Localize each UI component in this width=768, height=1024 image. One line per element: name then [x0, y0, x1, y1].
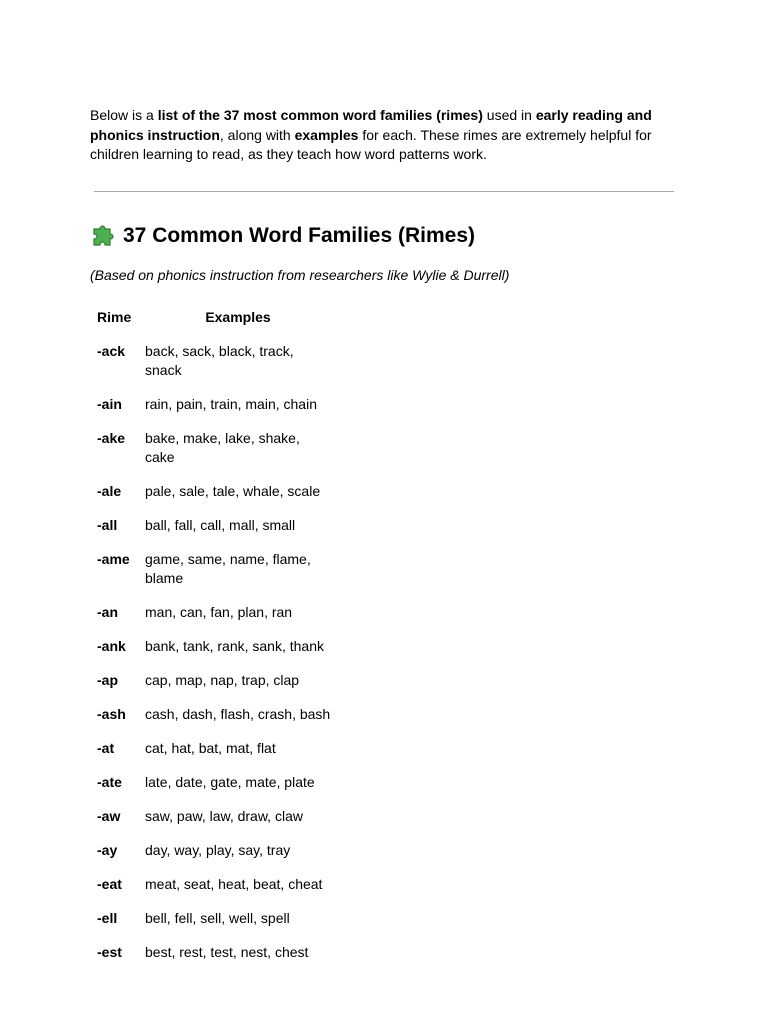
intro-bold-3: examples — [294, 126, 359, 143]
intro-text-3: , along with — [219, 126, 295, 143]
rime-cell: -at — [97, 739, 115, 756]
table-row — [91, 334, 337, 387]
examples-cell: ball, fall, call, mall, small — [145, 516, 296, 533]
intro-bold-1: list of the 37 most common word families (rimes) — [157, 107, 483, 123]
examples-cell: saw, paw, law, draw, claw — [145, 807, 303, 824]
rime-cell: -ell — [97, 909, 118, 926]
examples-cell: best, rest, test, nest, chest — [145, 943, 309, 960]
rime-cell: -all — [97, 516, 118, 533]
examples-column-header: Examples — [205, 308, 271, 325]
examples-cell: bank, tank, rank, sank, thank — [145, 637, 324, 654]
rime-cell: -est — [97, 943, 122, 960]
examples-cell: game, same, name, flame, blame — [145, 550, 311, 586]
table-row — [91, 901, 337, 935]
rime-cell: -ap — [97, 671, 118, 688]
rime-cell: -ank — [97, 637, 126, 654]
examples-cell: cat, hat, bat, mat, flat — [145, 739, 276, 756]
examples-cell: pale, sale, tale, whale, scale — [145, 482, 321, 499]
table-row — [91, 799, 337, 833]
examples-cell: day, way, play, say, tray — [145, 841, 291, 858]
section-heading-text: 37 Common Word Families (Rimes) — [123, 224, 476, 247]
table-row — [91, 697, 337, 731]
rime-cell: -ack — [97, 342, 126, 359]
examples-cell: meat, seat, heat, beat, cheat — [145, 875, 323, 892]
table-row — [91, 731, 337, 765]
table-header-row — [91, 300, 337, 334]
rime-cell: -ate — [97, 773, 122, 790]
examples-cell: back, sack, black, track, snack — [145, 342, 294, 378]
rime-cell: -ay — [97, 841, 118, 858]
table-body — [91, 334, 337, 969]
word-families-table — [91, 300, 337, 969]
source-note: (Based on phonics instruction from researchers like Wylie & Durrell) — [90, 267, 510, 283]
intro-text-4: for each. These rimes are extremely helpful for children learning to read, as they teach how word patterns work. — [90, 126, 652, 162]
table-row — [91, 595, 337, 629]
puzzle-piece-icon — [90, 223, 116, 249]
rime-cell: -ash — [97, 705, 126, 722]
table-row — [91, 833, 337, 867]
rime-cell: -ain — [97, 395, 122, 412]
examples-cell: bell, fell, sell, well, spell — [145, 909, 290, 926]
examples-cell: man, can, fan, plan, ran — [145, 603, 293, 620]
rime-cell: -ake — [97, 429, 126, 446]
intro-bold-2: early reading and phonics instruction — [90, 107, 652, 143]
table-row — [91, 629, 337, 663]
rime-cell: -ale — [97, 482, 122, 499]
rime-cell: -ame — [97, 550, 130, 567]
horizontal-divider — [94, 191, 674, 192]
examples-cell: cap, map, nap, trap, clap — [145, 671, 300, 688]
table-row — [91, 663, 337, 697]
section-heading — [90, 220, 475, 252]
table-row — [91, 421, 337, 474]
intro-text-1: Below is a — [90, 107, 158, 123]
table-row — [91, 765, 337, 799]
rime-column-header: Rime — [97, 308, 132, 325]
table-row — [91, 935, 337, 969]
rime-cell: -aw — [97, 807, 121, 824]
examples-cell: late, date, gate, mate, plate — [145, 773, 315, 790]
examples-cell: cash, dash, flash, crash, bash — [145, 705, 331, 722]
rime-cell: -an — [97, 603, 118, 620]
table-row — [91, 867, 337, 901]
examples-cell: bake, make, lake, shake, cake — [145, 429, 300, 465]
intro-paragraph — [90, 106, 680, 165]
table-row — [91, 387, 337, 421]
table-row — [91, 474, 337, 508]
rime-cell: -eat — [97, 875, 122, 892]
table-row — [91, 508, 337, 542]
intro-text-2: used in — [482, 107, 536, 123]
examples-cell: rain, pain, train, main, chain — [145, 395, 317, 412]
table-row — [91, 542, 337, 595]
